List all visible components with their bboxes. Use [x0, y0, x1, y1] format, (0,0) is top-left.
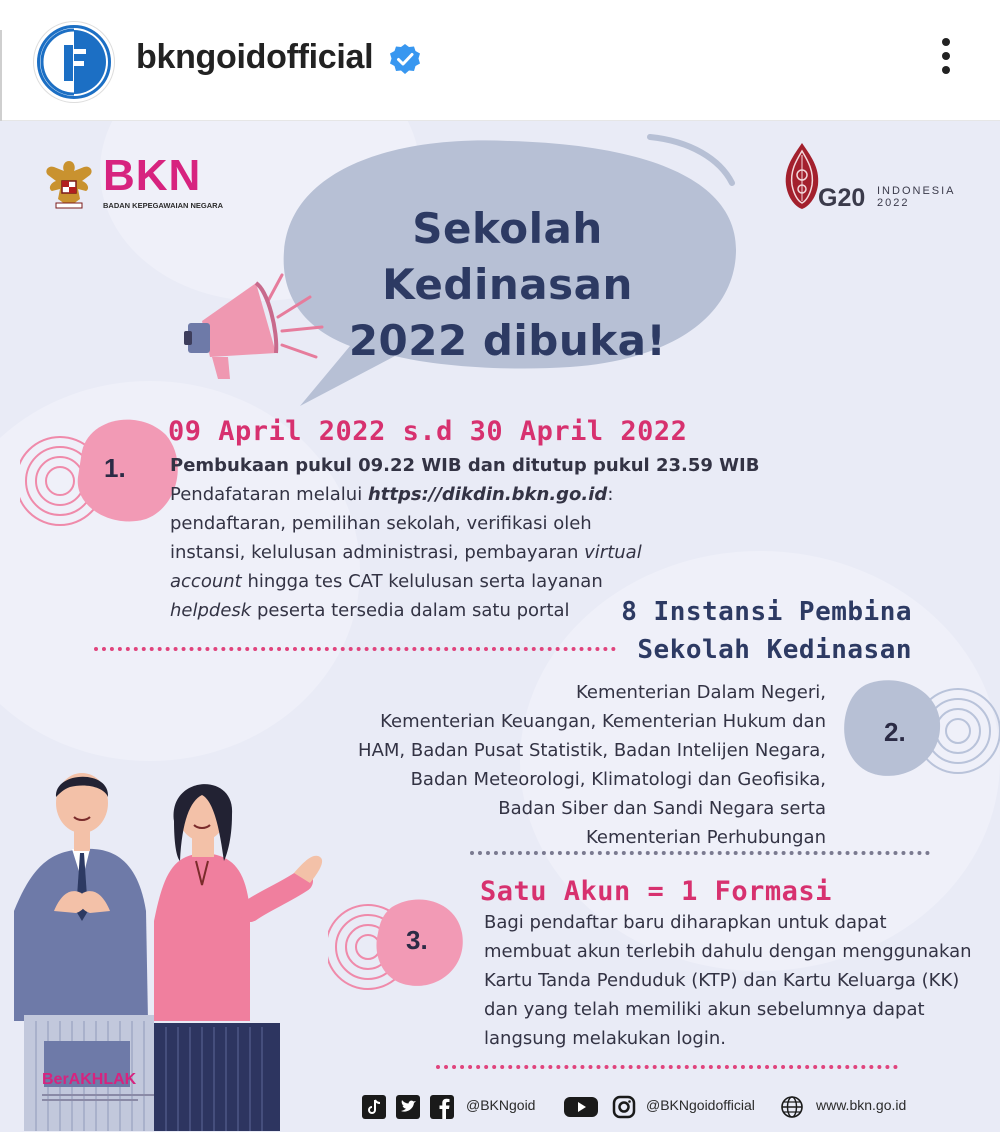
section3-title: Satu Akun = 1 Formasi [480, 876, 832, 907]
section3-line: Bagi pendaftar baru diharapkan untuk dapat [484, 912, 887, 933]
section3-number: 3. [406, 925, 428, 955]
section1-bold-line: Pembukaan pukul 09.22 WIB dan ditutup pukul 23.59 WIB [170, 455, 760, 476]
post-header [0, 0, 1000, 121]
dotted-divider [436, 1065, 898, 1069]
section2-title [560, 597, 912, 665]
footer-handle-1[interactable]: @BKNgoid [466, 1097, 536, 1113]
globe-icon [780, 1095, 804, 1119]
institution-line: Kementerian Dalam Negeri, [575, 682, 826, 703]
g20-logo-line1: INDONESIA [877, 185, 956, 197]
footer-handle-2[interactable]: @BKNgoidofficial [646, 1097, 755, 1113]
section2-body [330, 678, 826, 852]
berakhlak-logo: BerAKHLAK [42, 1071, 137, 1088]
section1-text: peserta tersedia dalam satu portal [251, 600, 570, 621]
section1-line4 [170, 567, 770, 596]
section3-number-blob [328, 887, 478, 997]
section1-text-italic: virtual [584, 542, 642, 563]
institution-line: Badan Siber dan Sandi Negara serta [498, 798, 826, 819]
bkn-logo-text: BKN [103, 151, 202, 200]
more-options-icon[interactable] [928, 38, 964, 82]
section1-line1 [170, 480, 770, 509]
post-image [0, 121, 1000, 1132]
section1-text-italic: helpdesk [170, 600, 252, 621]
section1-number-blob [20, 411, 180, 531]
dotted-divider [94, 647, 616, 651]
section1-text: Pendafataran melalui [170, 484, 368, 505]
headline-line2: 2022 dibuka! [348, 316, 667, 365]
youtube-icon[interactable] [564, 1095, 598, 1119]
verified-badge-icon [388, 42, 422, 76]
section1-number: 1. [104, 453, 126, 483]
g20-gunungan-icon [782, 141, 822, 211]
headline-line1: Sekolah Kedinasan [382, 204, 633, 309]
bkn-logo-subtitle: BADAN KEPEGAWAIAN NEGARA [103, 201, 224, 210]
headline [285, 201, 730, 369]
dotted-divider [470, 851, 930, 855]
profile-username[interactable]: bkngoidofficial [136, 38, 374, 76]
institution-line: Kementerian Perhubungan [586, 827, 826, 848]
section3-body [484, 908, 974, 1053]
institution-line: HAM, Badan Pusat Statistik, Badan Intelijen Negara, [358, 740, 826, 761]
section2-number-blob [840, 677, 1000, 787]
section3-line: membuat akun terlebih dahulu dengan menggunakan [484, 941, 972, 962]
section2-number: 2. [884, 717, 906, 747]
section1-title: 09 April 2022 s.d 30 April 2022 [168, 416, 688, 447]
registration-url-link[interactable]: https://dikdin.bkn.go.id [367, 484, 608, 505]
section3-line: Kartu Tanda Penduduk (KTP) dan Kartu Keluarga (KK) [484, 970, 960, 991]
section1-line2: pendaftaran, pemilihan sekolah, verifikasi oleh [170, 513, 592, 534]
section1-text-italic: account [170, 571, 242, 592]
berakhlak-tagline-graphic [42, 1093, 162, 1103]
section2-title-line1: 8 Instansi Pembina [621, 597, 912, 627]
g20-logo-text: G20 [818, 184, 866, 212]
footer-website-link[interactable]: www.bkn.go.id [816, 1097, 907, 1113]
section1-text: hingga tes CAT kelulusan serta layanan [241, 571, 603, 592]
facebook-icon[interactable] [430, 1095, 454, 1119]
g20-logo-line2: 2022 [877, 197, 910, 209]
profile-avatar[interactable] [34, 22, 114, 102]
section3-line: dan yang telah memiliki akun sebelumnya dapat [484, 999, 925, 1020]
section1-text: : [607, 484, 614, 505]
garuda-emblem-icon [40, 155, 98, 213]
instagram-icon[interactable] [612, 1095, 636, 1119]
bkn-avatar-logo-icon [37, 25, 111, 99]
tiktok-icon[interactable] [362, 1095, 386, 1119]
g20-logo-country [877, 185, 956, 209]
section2-title-line2: Sekolah Kedinasan [637, 635, 912, 665]
section1-line3 [170, 538, 770, 567]
institution-line: Kementerian Keuangan, Kementerian Hukum dan [380, 711, 826, 732]
section3-line: langsung melakukan login. [484, 1028, 726, 1049]
twitter-icon[interactable] [396, 1095, 420, 1119]
institution-line: Badan Meteorologi, Klimatologi dan Geofisika, [410, 769, 826, 790]
section1-text: instansi, kelulusan administrasi, pembayaran [170, 542, 585, 563]
social-footer [360, 1091, 980, 1121]
megaphone-icon [182, 261, 332, 391]
